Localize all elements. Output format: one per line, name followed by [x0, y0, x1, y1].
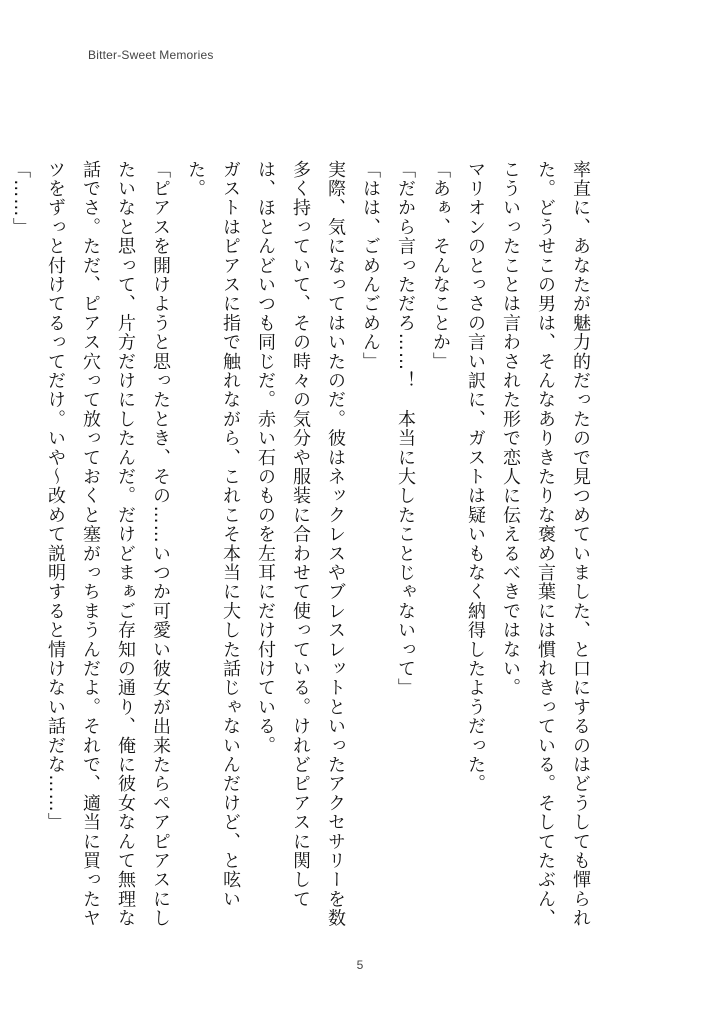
page-number: 5: [356, 958, 364, 972]
novel-body-text: [0, 160, 598, 940]
paragraph: 率直に、あなたが魅力的だったので見つめていました、と口にするのはどうしても憚られた。どうせこの男は、そんなありきたりな褒め言葉には慣れきっている。そしてたぶん、こういったことは言わされた形で恋人に伝えるべきではない。: [500, 160, 591, 928]
dialogue-line: 「だから言っただろ……！ 本当に大したことじゃないって」: [395, 160, 416, 698]
running-header: Bitter-Sweet Memories: [88, 48, 214, 62]
paragraph: 実際、気になってはいたのだ。彼はネックレスやブレスレットといったアクセサリーを数多く持っていて、その時々の気分や服装に合わせて使っている。けれどピアスに関しては、ほとんどいつも同じだ。赤い石のものを左耳にだけ付けている。: [255, 160, 346, 928]
paragraph: ガストはピアスに指で触れながら、これこそ本当に大した話じゃないんだけど、と呟いた。: [185, 160, 241, 909]
paragraph: マリオンのとっさの言い訳に、ガストは疑いもなく納得したようだった。: [465, 160, 486, 794]
dialogue-line: 「あぁ、そんなことか」: [430, 160, 451, 372]
dialogue-line: 「……」: [10, 160, 31, 237]
dialogue-line: 「はは、ごめんごめん」: [360, 160, 381, 372]
dialogue-line: 「ピアスを開けようと思ったとき、その……いつか可愛い彼女が出来たらペアピアスにしたいなと思って、片方だけにしたんだ。だけどまぁご存知の通り、俺に彼女なんて無理な話でさ。ただ、ピアス穴って放っておくと塞がっちまうんだよ。それで、適当に買ったヤツをずっと付けてるってだけ。いや～改めて説明すると情けない話だな……」: [45, 160, 171, 928]
dialogue-line: [0, 160, 3, 940]
